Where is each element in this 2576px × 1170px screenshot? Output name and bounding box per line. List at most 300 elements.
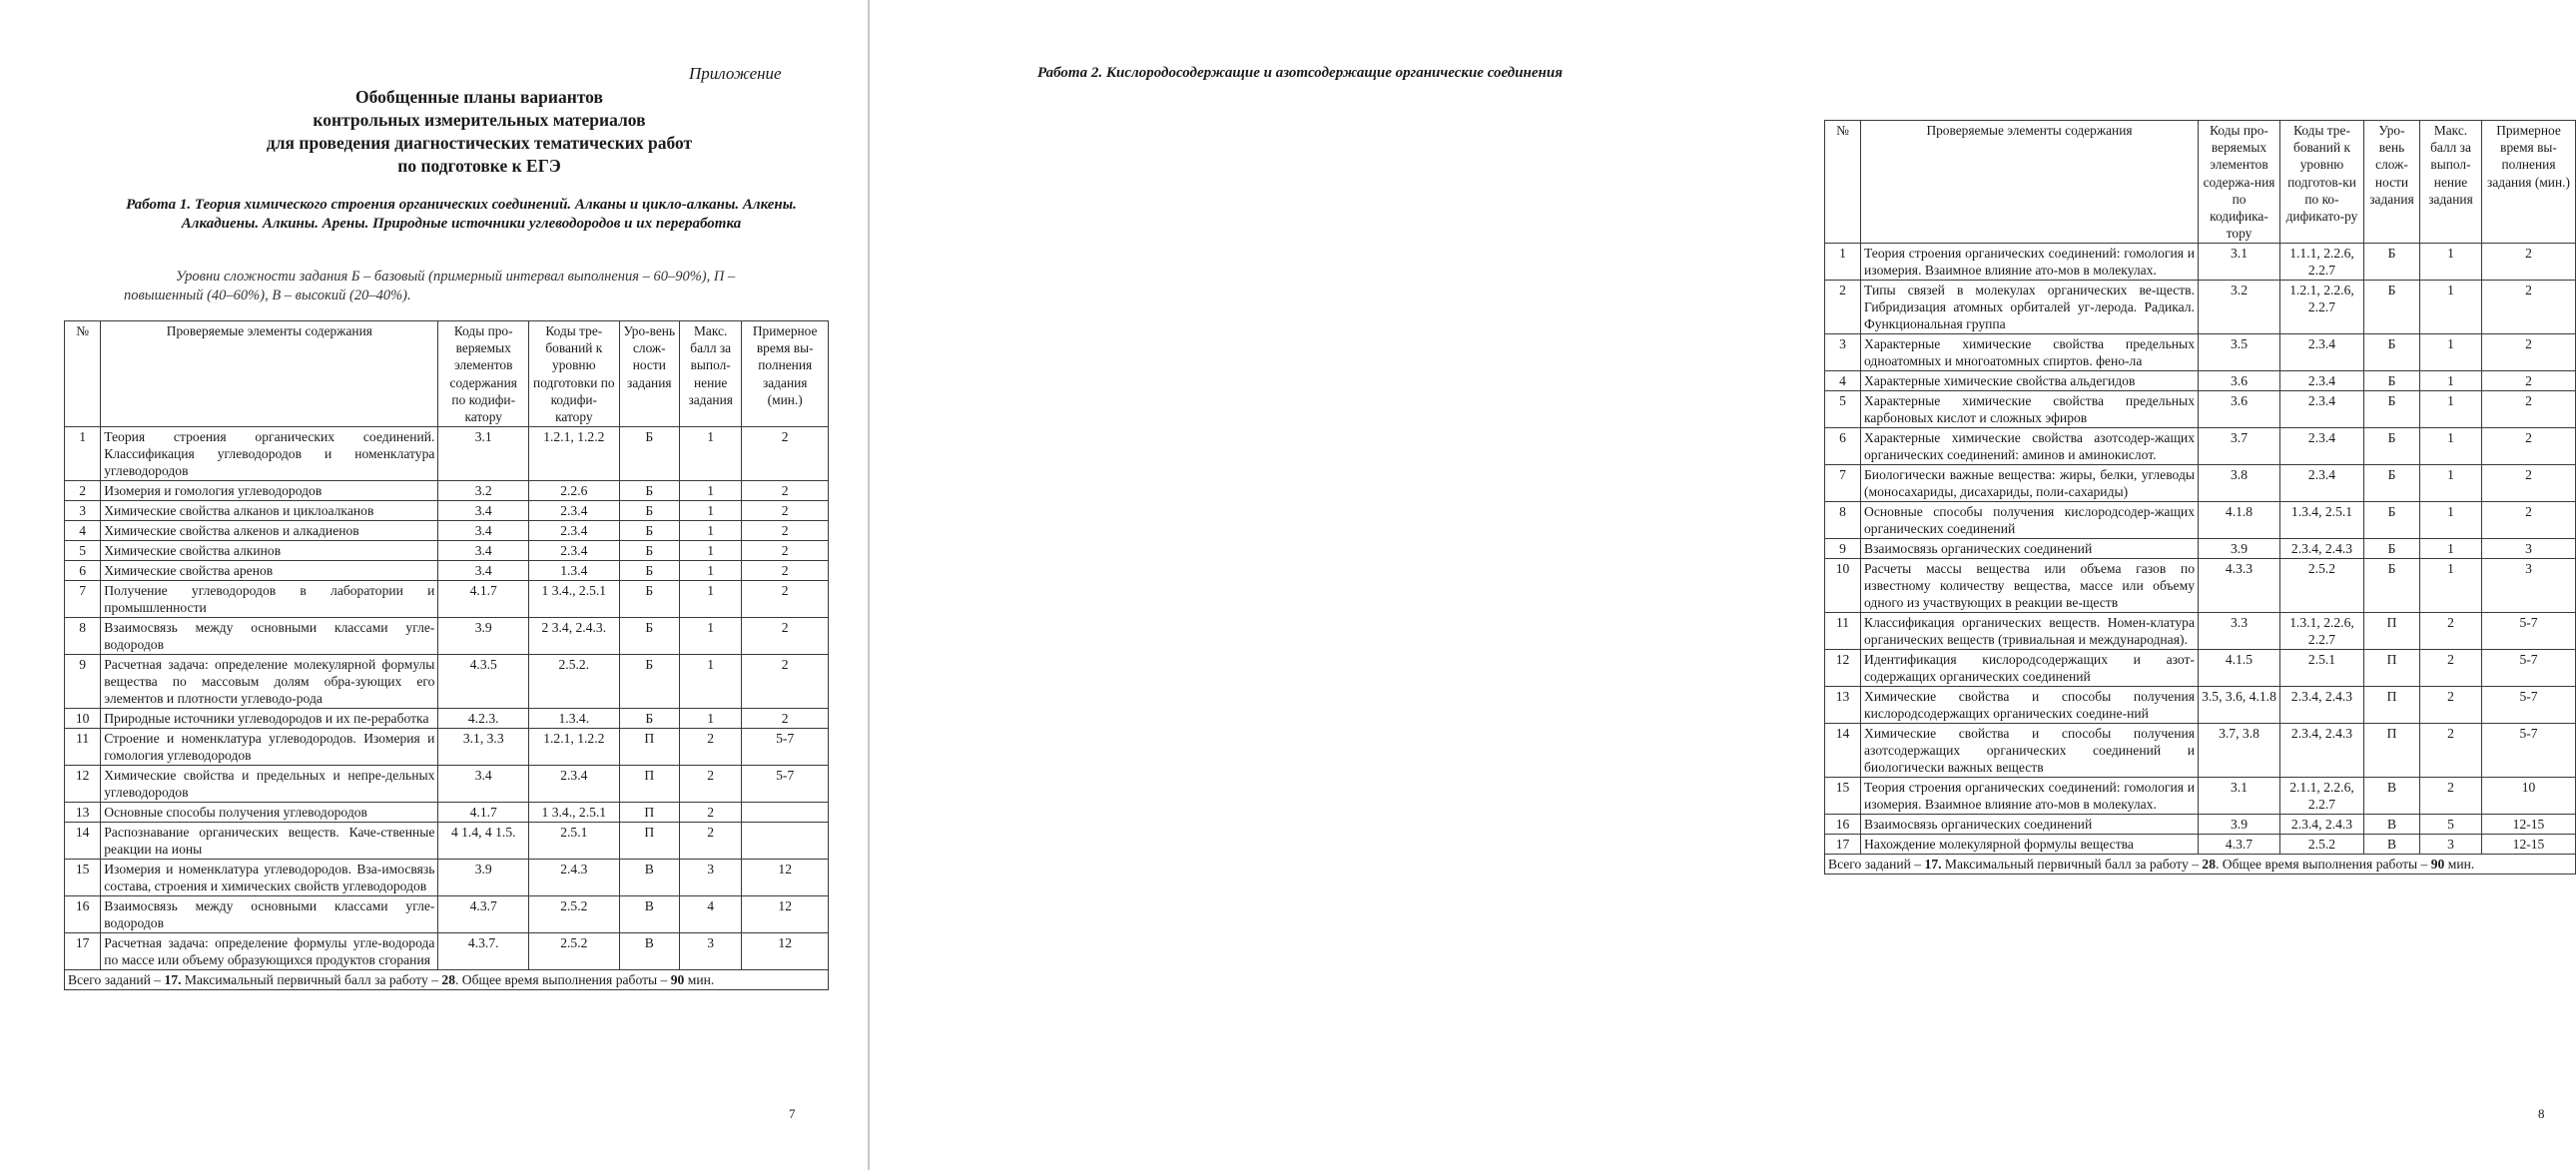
requirement-codes: 1 3.4., 2.5.1	[529, 803, 620, 823]
table-row	[65, 709, 829, 729]
max-score: 2	[2420, 778, 2482, 815]
max-score: 2	[679, 823, 741, 860]
max-score: 1	[679, 427, 741, 481]
requirement-codes: 2.2.6	[529, 481, 620, 501]
main-title-line: для проведения диагностических тематических работ	[266, 133, 693, 153]
approx-time: 5-7	[2482, 724, 2576, 778]
book-spine	[868, 0, 870, 1170]
total-summary	[65, 970, 829, 990]
requirement-codes: 1.3.4.	[529, 709, 620, 729]
content-codes: 3.9	[2199, 815, 2280, 835]
approx-time: 12	[742, 933, 829, 970]
content-element: Основные способы получения кислородсодер-жащих органических соединений	[1861, 502, 2199, 539]
approx-time: 5-7	[2482, 650, 2576, 687]
approx-time: 2	[742, 561, 829, 581]
difficulty-level: П	[619, 766, 679, 803]
table-row	[65, 618, 829, 655]
requirement-codes: 2.5.2	[529, 933, 620, 970]
max-score: 3	[679, 860, 741, 896]
approx-time: 2	[2482, 281, 2576, 334]
max-score: 1	[2420, 371, 2482, 391]
max-score: 1	[2420, 334, 2482, 371]
main-title-line: контрольных измерительных материалов	[313, 110, 646, 130]
max-score: 1	[679, 541, 741, 561]
max-score: 1	[2420, 391, 2482, 428]
difficulty-level: Б	[2364, 539, 2420, 559]
difficulty-level: П	[2364, 613, 2420, 650]
column-header: Проверяемые элементы содержания	[1861, 121, 2199, 244]
requirement-codes: 2.5.2	[529, 896, 620, 933]
content-codes: 4.1.5	[2199, 650, 2280, 687]
max-score: 1	[2420, 465, 2482, 502]
approx-time: 2	[742, 581, 829, 618]
task-number: 13	[65, 803, 101, 823]
requirement-codes: 2.5.1	[2280, 650, 2364, 687]
approx-time: 2	[742, 541, 829, 561]
column-header: Коды про-веряемых элементов содержа-ния по кодифика-тору	[2199, 121, 2280, 244]
table-row	[1825, 502, 2576, 539]
requirement-codes: 1.3.4	[529, 561, 620, 581]
requirement-codes: 2.3.4	[529, 541, 620, 561]
content-element: Классификация органических веществ. Номен-клатура органических веществ (тривиальная и международная).	[1861, 613, 2199, 650]
table-row	[65, 729, 829, 766]
content-codes: 3.1	[438, 427, 529, 481]
table-row	[65, 581, 829, 618]
total-time: 90	[2430, 857, 2445, 873]
table-row	[65, 561, 829, 581]
total-text: . Общее время выполнения работы –	[2216, 857, 2431, 873]
content-codes: 3.1	[2199, 778, 2280, 815]
approx-time: 5-7	[2482, 613, 2576, 650]
task-number: 2	[1825, 281, 1861, 334]
content-element: Расчетная задача: определение молекулярной формулы вещества по массовым долям обра-зующих его элементов и плотности углеводо-рода	[101, 655, 438, 709]
content-element: Типы связей в молекулах органических ве-ществ. Гибридизация атомных орбиталей уг-лерода. Радикал. Функциональная группа	[1861, 281, 2199, 334]
content-codes: 3.5	[2199, 334, 2280, 371]
table-row	[1825, 778, 2576, 815]
task-number: 10	[1825, 559, 1861, 613]
approx-time: 10	[2482, 778, 2576, 815]
content-element: Химические свойства и способы получения кислородсодержащих органических соедине-ний	[1861, 687, 2199, 724]
requirement-codes: 2.5.2.	[529, 655, 620, 709]
approx-time: 2	[742, 427, 829, 481]
content-element: Взаимосвязь органических соединений	[1861, 539, 2199, 559]
right-page	[871, 0, 2570, 1170]
content-codes: 3.8	[2199, 465, 2280, 502]
max-score: 2	[2420, 613, 2482, 650]
task-number: 12	[65, 766, 101, 803]
page-number: 8	[2538, 1106, 2545, 1121]
approx-time: 2	[742, 618, 829, 655]
max-score: 1	[679, 709, 741, 729]
table-row	[1825, 650, 2576, 687]
task-number: 14	[65, 823, 101, 860]
max-score: 4	[679, 896, 741, 933]
column-header: №	[1825, 121, 1861, 244]
content-element: Характерные химические свойства азотсодер-жащих органических соединений: аминов и аминокислот.	[1861, 428, 2199, 465]
table-row	[65, 860, 829, 896]
content-element: Взаимосвязь между основными классами угле-водородов	[101, 896, 438, 933]
table-row	[1825, 539, 2576, 559]
requirement-codes: 1.2.1, 1.2.2	[529, 427, 620, 481]
main-title-line: Обобщенные планы вариантов	[355, 87, 603, 107]
task-number: 6	[65, 561, 101, 581]
column-header: Примерное время вы-полнения задания (мин.)	[742, 321, 829, 427]
approx-time: 2	[742, 709, 829, 729]
content-element: Химические свойства алкинов	[101, 541, 438, 561]
task-number: 16	[1825, 815, 1861, 835]
content-codes: 3.4	[438, 561, 529, 581]
requirement-codes: 2.3.4	[2280, 465, 2364, 502]
content-codes: 4 1.4, 4 1.5.	[438, 823, 529, 860]
approx-time: 2	[2482, 371, 2576, 391]
total-text: Всего заданий –	[68, 972, 165, 988]
difficulty-levels-note: Уровни сложности задания Б – базовый (примерный интервал выполнения – 60–90%), П – повышенный (40–60%), В – высокий (20–40%).	[124, 269, 736, 303]
task-number: 15	[1825, 778, 1861, 815]
max-score: 1	[2420, 502, 2482, 539]
max-score: 1	[679, 561, 741, 581]
content-element: Химические свойства алкенов и алкадиенов	[101, 521, 438, 541]
requirement-codes: 2.4.3	[529, 860, 620, 896]
difficulty-level: В	[2364, 835, 2420, 855]
max-score: 2	[2420, 724, 2482, 778]
requirement-codes: 1.3.1, 2.2.6, 2.2.7	[2280, 613, 2364, 650]
difficulty-level: Б	[2364, 334, 2420, 371]
approx-time: 2	[2482, 428, 2576, 465]
content-element: Взаимосвязь между основными классами угле-водородов	[101, 618, 438, 655]
task-number: 5	[1825, 391, 1861, 428]
main-title-line: по подготовке к ЕГЭ	[397, 156, 561, 176]
max-score: 1	[2420, 559, 2482, 613]
work-1-title: Работа 1. Теория химического строения органических соединений. Алканы и цикло-алканы. Алкены. Алкадиены. Алкины. Арены. Природные источники углеводородов и их переработка	[126, 197, 797, 232]
difficulty-level: Б	[2364, 502, 2420, 539]
content-codes: 3.6	[2199, 391, 2280, 428]
approx-time: 3	[2482, 559, 2576, 613]
content-codes: 3.5, 3.6, 4.1.8	[2199, 687, 2280, 724]
content-codes: 3.9	[438, 618, 529, 655]
approx-time: 2	[742, 481, 829, 501]
difficulty-level: П	[2364, 650, 2420, 687]
approx-time: 2	[2482, 244, 2576, 281]
work-2-plan-table	[1824, 120, 2576, 875]
table-row	[1825, 391, 2576, 428]
total-text: мин.	[2444, 857, 2475, 873]
content-codes: 3.9	[438, 860, 529, 896]
difficulty-level: В	[619, 933, 679, 970]
task-number: 9	[1825, 539, 1861, 559]
task-number: 13	[1825, 687, 1861, 724]
appendix-label: Приложение	[689, 64, 782, 83]
table-row	[65, 541, 829, 561]
task-number: 2	[65, 481, 101, 501]
content-codes: 3.3	[2199, 613, 2280, 650]
content-codes: 3.1, 3.3	[438, 729, 529, 766]
max-score: 1	[679, 481, 741, 501]
approx-time: 12	[742, 860, 829, 896]
task-number: 11	[1825, 613, 1861, 650]
requirement-codes: 1.3.4, 2.5.1	[2280, 502, 2364, 539]
page-number: 7	[789, 1106, 796, 1121]
task-number: 11	[65, 729, 101, 766]
content-element: Химические свойства аренов	[101, 561, 438, 581]
difficulty-level: В	[619, 860, 679, 896]
content-element: Характерные химические свойства альдегидов	[1861, 371, 2199, 391]
requirement-codes: 1.2.1, 1.2.2	[529, 729, 620, 766]
max-score: 1	[679, 501, 741, 521]
total-tasks: 17.	[164, 972, 182, 988]
approx-time: 2	[742, 501, 829, 521]
requirement-codes: 1.1.1, 2.2.6, 2.2.7	[2280, 244, 2364, 281]
content-element: Химические свойства алканов и циклоалканов	[101, 501, 438, 521]
difficulty-level: В	[619, 896, 679, 933]
max-score: 1	[2420, 428, 2482, 465]
requirement-codes: 2.3.4	[2280, 371, 2364, 391]
task-number: 7	[65, 581, 101, 618]
requirement-codes: 1 3.4., 2.5.1	[529, 581, 620, 618]
table-row	[1825, 465, 2576, 502]
requirement-codes: 2.1.1, 2.2.6, 2.2.7	[2280, 778, 2364, 815]
content-codes: 3.7, 3.8	[2199, 724, 2280, 778]
task-number: 9	[65, 655, 101, 709]
max-score: 1	[679, 618, 741, 655]
max-score: 1	[679, 521, 741, 541]
task-number: 5	[65, 541, 101, 561]
left-page	[0, 0, 869, 1170]
approx-time: 2	[2482, 391, 2576, 428]
task-number: 4	[1825, 371, 1861, 391]
column-header: Коды тре-бований к уровню подготовки по кодифи-катору	[529, 321, 620, 427]
approx-time	[742, 823, 829, 860]
table-row	[1825, 428, 2576, 465]
table-row	[1825, 371, 2576, 391]
table-header-row	[65, 321, 829, 427]
total-text: Максимальный первичный балл за работу –	[181, 972, 442, 988]
column-header: Проверяемые элементы содержания	[101, 321, 438, 427]
content-element: Основные способы получения углеводородов	[101, 803, 438, 823]
task-number: 1	[65, 427, 101, 481]
total-text: Всего заданий –	[1828, 857, 1925, 873]
table-row	[1825, 835, 2576, 855]
max-score: 1	[679, 581, 741, 618]
content-element: Природные источники углеводородов и их пе-реработка	[101, 709, 438, 729]
max-score: 3	[2420, 835, 2482, 855]
column-header: Коды про-веряемых элементов содержания по кодифи-катору	[438, 321, 529, 427]
requirement-codes: 2.3.4	[529, 766, 620, 803]
difficulty-level: Б	[2364, 559, 2420, 613]
approx-time: 3	[2482, 539, 2576, 559]
total-text: мин.	[684, 972, 715, 988]
content-element: Теория строения органических соединений: гомология и изомерия. Взаимное влияние ато-мов в молекулах.	[1861, 778, 2199, 815]
difficulty-level: П	[2364, 687, 2420, 724]
content-element: Расчеты массы вещества или объема газов по известному количеству вещества, массе или объему одного из участвующих в реакции ве-ществ	[1861, 559, 2199, 613]
content-codes: 4.3.7.	[438, 933, 529, 970]
approx-time: 5-7	[2482, 687, 2576, 724]
content-element: Химические свойства и предельных и непре-дельных углеводородов	[101, 766, 438, 803]
content-element: Биологически важные вещества: жиры, белки, углеводы (моносахариды, дисахариды, поли-сахариды)	[1861, 465, 2199, 502]
content-codes: 3.7	[2199, 428, 2280, 465]
task-number: 8	[1825, 502, 1861, 539]
column-header: Уро-вень слож-ности задания	[619, 321, 679, 427]
max-score: 1	[2420, 244, 2482, 281]
max-score: 2	[679, 766, 741, 803]
task-number: 10	[65, 709, 101, 729]
content-codes: 3.4	[438, 521, 529, 541]
max-score: 2	[679, 803, 741, 823]
difficulty-level: Б	[619, 481, 679, 501]
requirement-codes: 2 3.4, 2.4.3.	[529, 618, 620, 655]
difficulty-level: П	[2364, 724, 2420, 778]
max-score: 5	[2420, 815, 2482, 835]
content-element: Распознавание органических веществ. Каче-ственные реакции на ионы	[101, 823, 438, 860]
task-number: 15	[65, 860, 101, 896]
content-codes: 3.2	[2199, 281, 2280, 334]
work-1-plan-table	[64, 320, 829, 990]
difficulty-level: Б	[2364, 391, 2420, 428]
requirement-codes: 2.3.4	[529, 521, 620, 541]
task-number: 3	[1825, 334, 1861, 371]
difficulty-level: Б	[2364, 281, 2420, 334]
total-text: Максимальный первичный балл за работу –	[1941, 857, 2203, 873]
content-codes: 3.4	[438, 766, 529, 803]
requirement-codes: 2.5.2	[2280, 559, 2364, 613]
table-row	[1825, 724, 2576, 778]
table-row	[65, 803, 829, 823]
max-score: 3	[679, 933, 741, 970]
table-row	[65, 501, 829, 521]
approx-time: 2	[742, 655, 829, 709]
difficulty-level: П	[619, 803, 679, 823]
content-codes: 4.3.5	[438, 655, 529, 709]
task-number: 1	[1825, 244, 1861, 281]
content-codes: 4.1.8	[2199, 502, 2280, 539]
difficulty-level: Б	[619, 655, 679, 709]
content-codes: 3.4	[438, 541, 529, 561]
approx-time: 2	[742, 521, 829, 541]
content-codes: 3.2	[438, 481, 529, 501]
requirement-codes: 2.3.4, 2.4.3	[2280, 724, 2364, 778]
approx-time: 2	[2482, 502, 2576, 539]
max-score: 2	[679, 729, 741, 766]
requirement-codes: 2.3.4	[529, 501, 620, 521]
approx-time: 5-7	[742, 729, 829, 766]
max-score: 1	[679, 655, 741, 709]
task-number: 4	[65, 521, 101, 541]
difficulty-level: Б	[619, 581, 679, 618]
table-row	[65, 896, 829, 933]
approx-time: 2	[2482, 334, 2576, 371]
table-row	[65, 823, 829, 860]
task-number: 12	[1825, 650, 1861, 687]
difficulty-level: Б	[2364, 371, 2420, 391]
table-row	[65, 521, 829, 541]
content-codes: 4.1.7	[438, 803, 529, 823]
difficulty-level: Б	[619, 618, 679, 655]
requirement-codes: 2.3.4, 2.4.3	[2280, 687, 2364, 724]
task-number: 6	[1825, 428, 1861, 465]
content-element: Теория строения органических соединений. Классификация углеводородов и номенклатура углеводородов	[101, 427, 438, 481]
table-total-row	[65, 970, 829, 990]
requirement-codes: 2.5.2	[2280, 835, 2364, 855]
table-total-row	[1825, 855, 2576, 875]
difficulty-level: Б	[2364, 428, 2420, 465]
table-row	[1825, 815, 2576, 835]
task-number: 17	[65, 933, 101, 970]
table-row	[1825, 281, 2576, 334]
requirement-codes: 2.3.4, 2.4.3	[2280, 539, 2364, 559]
difficulty-level: Б	[619, 561, 679, 581]
difficulty-level: Б	[619, 501, 679, 521]
total-score: 28	[441, 972, 455, 988]
difficulty-level: П	[619, 729, 679, 766]
content-codes: 3.6	[2199, 371, 2280, 391]
table-row	[65, 655, 829, 709]
difficulty-level: В	[2364, 778, 2420, 815]
difficulty-level: Б	[619, 427, 679, 481]
content-codes: 3.9	[2199, 539, 2280, 559]
difficulty-level: П	[619, 823, 679, 860]
content-element: Теория строения органических соединений: гомология и изомерия. Взаимное влияние ато-мов в молекулах.	[1861, 244, 2199, 281]
difficulty-level: В	[2364, 815, 2420, 835]
requirement-codes: 1.2.1, 2.2.6, 2.2.7	[2280, 281, 2364, 334]
total-time: 90	[670, 972, 685, 988]
approx-time: 12	[742, 896, 829, 933]
difficulty-level: Б	[2364, 465, 2420, 502]
content-element: Изомерия и гомология углеводородов	[101, 481, 438, 501]
total-text: . Общее время выполнения работы –	[455, 972, 671, 988]
content-element: Строение и номенклатура углеводородов. Изомерия и гомология углеводородов	[101, 729, 438, 766]
approx-time: 5-7	[742, 766, 829, 803]
total-score: 28	[2202, 857, 2216, 873]
table-row	[1825, 244, 2576, 281]
content-codes: 4.3.7	[2199, 835, 2280, 855]
content-element: Характерные химические свойства предельных одноатомных и многоатомных спиртов. фено-ла	[1861, 334, 2199, 371]
content-element: Изомерия и номенклатура углеводородов. Вза-имосвязь состава, строения и химических свойств углеводородов	[101, 860, 438, 896]
content-element: Получение углеводородов в лаборатории и промышленности	[101, 581, 438, 618]
column-header: Макс. балл за выпол-нение задания	[2420, 121, 2482, 244]
approx-time: 12-15	[2482, 815, 2576, 835]
content-codes: 4.2.3.	[438, 709, 529, 729]
difficulty-level: Б	[2364, 244, 2420, 281]
content-codes: 4.3.3	[2199, 559, 2280, 613]
approx-time	[742, 803, 829, 823]
task-number: 16	[65, 896, 101, 933]
content-codes: 3.1	[2199, 244, 2280, 281]
column-header: №	[65, 321, 101, 427]
approx-time: 2	[2482, 465, 2576, 502]
requirement-codes: 2.3.4, 2.4.3	[2280, 815, 2364, 835]
content-codes: 4.3.7	[438, 896, 529, 933]
table-row	[65, 481, 829, 501]
difficulty-level: Б	[619, 541, 679, 561]
max-score: 1	[2420, 281, 2482, 334]
column-header: Коды тре-бований к уровню подготов-ки по ко-дификато-ру	[2280, 121, 2364, 244]
requirement-codes: 2.3.4	[2280, 334, 2364, 371]
requirement-codes: 2.3.4	[2280, 428, 2364, 465]
content-element: Идентификация кислородсодержащих и азот-содержащих органических соединений	[1861, 650, 2199, 687]
approx-time: 12-15	[2482, 835, 2576, 855]
task-number: 3	[65, 501, 101, 521]
content-element: Взаимосвязь органических соединений	[1861, 815, 2199, 835]
table-row	[1825, 334, 2576, 371]
difficulty-level: Б	[619, 521, 679, 541]
task-number: 8	[65, 618, 101, 655]
table-row	[1825, 613, 2576, 650]
content-codes: 4.1.7	[438, 581, 529, 618]
column-header: Уро-вень слож-ности задания	[2364, 121, 2420, 244]
task-number: 7	[1825, 465, 1861, 502]
max-score: 2	[2420, 650, 2482, 687]
max-score: 1	[2420, 539, 2482, 559]
content-element: Расчетная задача: определение формулы угле-водорода по массе или объему образующихся продуктов сгорания	[101, 933, 438, 970]
